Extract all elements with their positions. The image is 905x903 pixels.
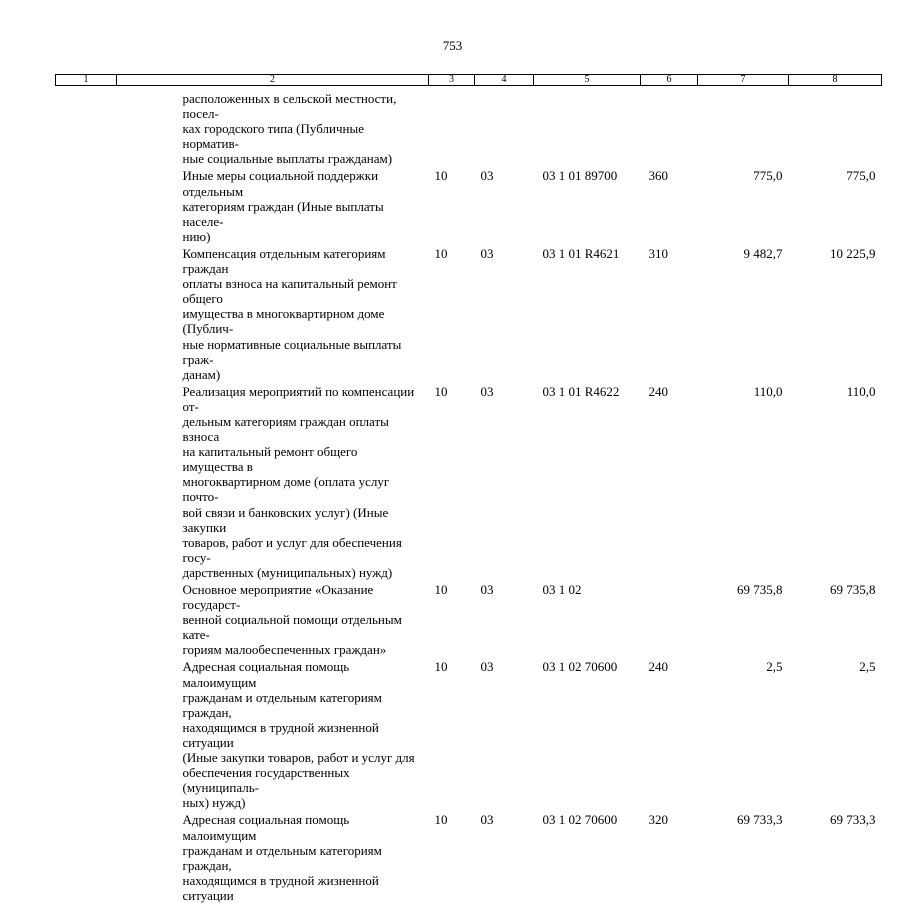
amount-year1-cell: 9 482,7: [743, 245, 783, 261]
row-index-cell: [56, 86, 117, 167]
amount-year1-cell: 110,0: [753, 383, 783, 399]
target-article-cell: 03 1 01 R4621: [542, 245, 620, 261]
amount-year1-cell: 69 733,3: [737, 812, 783, 828]
amount-year1-cell: 2,5: [766, 659, 783, 675]
item-name-cell: Компенсация отдельным категориям граждан оплаты взноса на капитальный ремонт общего имущества в многоквартирном доме (Публич- ные нормативные социальные выплаты граж- данам): [182, 245, 402, 382]
row-index-cell: [56, 810, 117, 903]
row-index-cell: [56, 244, 117, 382]
table-row: [56, 382, 882, 580]
subsection-cell: 03: [480, 168, 494, 184]
section-cell: 10: [434, 812, 448, 828]
section-cell: 10: [434, 582, 448, 597]
table-row: [56, 86, 882, 167]
subsection-cell: 03: [480, 383, 494, 399]
section-cell: 10: [434, 383, 448, 399]
target-article-cell: 03 1 02 70600: [542, 812, 618, 828]
subsection-cell: 03: [480, 245, 494, 261]
page-number: 753: [442, 38, 463, 53]
amount-year2-cell: 69 735,8: [830, 582, 876, 597]
amount-year2-cell: 775,0: [846, 168, 876, 184]
row-index-cell: [56, 166, 117, 243]
expense-type-cell: [641, 86, 698, 167]
item-name-cell: Иные меры социальной поддержки отдельным категориям граждан (Иные выплаты населе- нию): [182, 168, 384, 244]
column-number-header-row: [56, 75, 882, 86]
row-index-cell: [56, 382, 117, 580]
target-article-cell: 03 1 01 R4622: [542, 383, 620, 399]
subsection-cell: [475, 86, 534, 167]
row-index-cell: [56, 657, 117, 810]
item-name-cell: расположенных в сельской местности, посел- ках городского типа (Публичные норматив- ные социальные выплаты гражданам): [182, 91, 397, 167]
column-header-5: 5: [534, 75, 641, 86]
amount-year1-cell: 69 735,8: [737, 582, 783, 597]
target-article-cell: 03 1 02: [542, 582, 582, 597]
target-article-cell: [534, 86, 641, 167]
expense-type-cell: 310: [648, 245, 668, 261]
amount-year2-cell: 10 225,9: [830, 245, 876, 261]
expense-type-cell: 240: [648, 659, 668, 675]
amount-year2-cell: 110,0: [846, 383, 876, 399]
amount-year1-cell: 775,0: [753, 168, 783, 184]
item-name-cell: Адресная социальная помощь малоимущим гражданам и отдельным категориям граждан, находящимся в трудной жизненной ситуации (Иные закупки товаров, работ и услуг для обеспечения государственных (муниципаль- ных) нужд): [182, 659, 415, 811]
section-cell: [429, 86, 475, 167]
column-header-2: 2: [117, 75, 429, 86]
amount-year1-cell: [698, 86, 789, 167]
column-header-7: 7: [698, 75, 789, 86]
table-body: [56, 86, 882, 903]
expense-type-cell: 240: [648, 383, 668, 399]
table-row: [56, 244, 882, 382]
column-header-6: 6: [641, 75, 698, 86]
section-cell: 10: [434, 245, 448, 261]
expense-type-cell: [641, 580, 698, 657]
column-header-3: 3: [429, 75, 475, 86]
column-header-4: 4: [475, 75, 534, 86]
subsection-cell: 03: [480, 582, 494, 597]
table-row: [56, 580, 882, 657]
section-cell: 10: [434, 168, 448, 184]
budget-table: [55, 74, 882, 903]
column-header-1: 1: [56, 75, 117, 86]
table-row: [56, 810, 882, 903]
amount-year2-cell: 2,5: [859, 659, 876, 675]
section-cell: 10: [434, 659, 448, 675]
amount-year2-cell: 69 733,3: [830, 812, 876, 828]
expense-type-cell: 360: [648, 168, 668, 184]
item-name-cell: Адресная социальная помощь малоимущим гражданам и отдельным категориям граждан, находящимся в трудной жизненной ситуации: [182, 812, 382, 903]
amount-year2-cell: [789, 86, 882, 167]
item-name-cell: Основное мероприятие «Оказание государст- венной социальной помощи отдельным кате- гориям малообеспеченных граждан»: [182, 582, 402, 658]
column-header-8: 8: [789, 75, 882, 86]
row-index-cell: [56, 580, 117, 657]
table-row: [56, 166, 882, 243]
subsection-cell: 03: [480, 659, 494, 675]
expense-type-cell: 320: [648, 812, 668, 828]
target-article-cell: 03 1 01 89700: [542, 168, 618, 184]
target-article-cell: 03 1 02 70600: [542, 659, 618, 675]
subsection-cell: 03: [480, 812, 494, 828]
item-name-cell: Реализация мероприятий по компенсации от- дельным категориям граждан оплаты взноса на капитальный ремонт общего имущества в многоквартирном доме (оплата услуг почто- вой связи и банковских услуг) (Иные закупки товаров, работ и услуг для обеспечения госу- дарственных (муниципальных) нужд): [182, 383, 415, 580]
table-row: [56, 657, 882, 810]
